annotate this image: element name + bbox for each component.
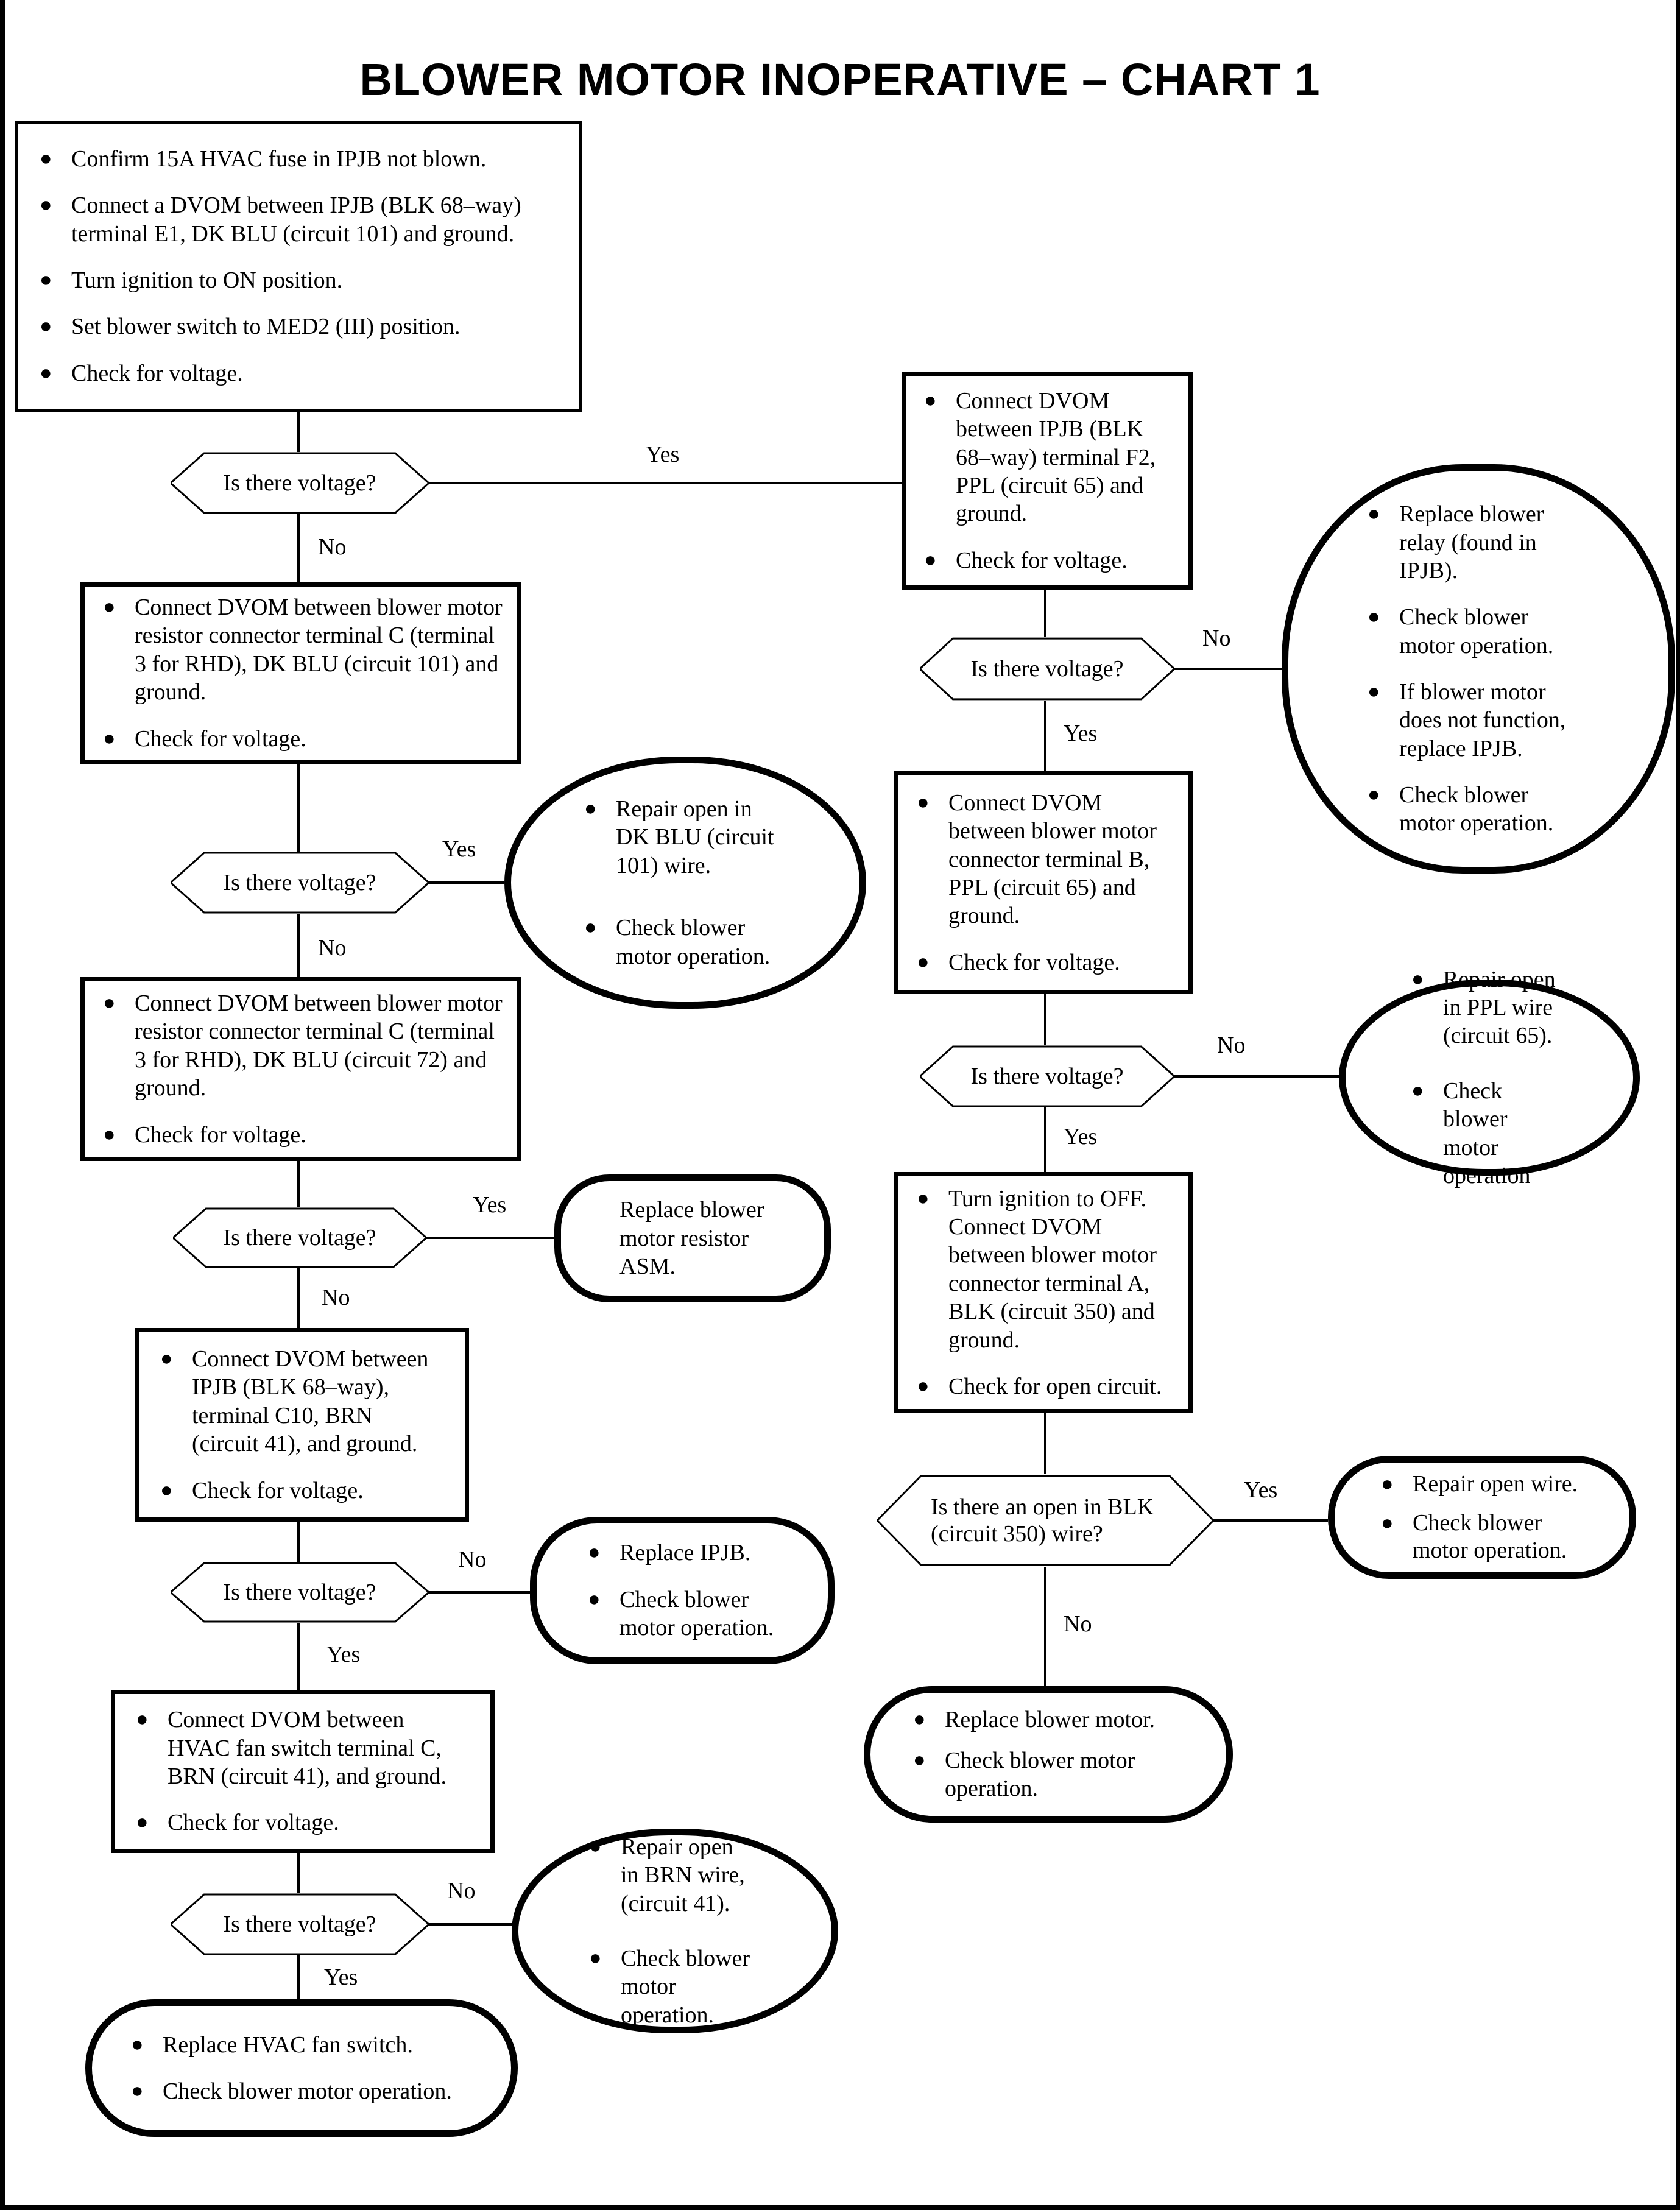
bullet-icon: ● xyxy=(924,548,937,571)
bullet-icon: ● xyxy=(40,194,52,217)
bullet-text: Repair open wire. xyxy=(1413,1471,1578,1497)
edge-label-d7-yes: Yes xyxy=(1064,1124,1098,1149)
bullet-text: Connect DVOM between IPJB (BLK 68–way), terminal C10, BRN (circuit 41), and ground. xyxy=(192,1346,429,1457)
bullet-text: Turn ignition to ON position. xyxy=(71,267,343,293)
edge-label-d8-no: No xyxy=(1064,1611,1092,1637)
bullet-text: Check for voltage. xyxy=(956,547,1128,573)
bullet-icon: ● xyxy=(913,1748,926,1771)
bullet-text: Connect DVOM between IPJB (BLK 68–way) terminal F2, PPL (circuit 65) and ground. xyxy=(956,387,1156,527)
bullet-icon: ● xyxy=(40,361,52,384)
connector-r3-d8 xyxy=(1044,1413,1046,1474)
decision-question: Is there voltage? xyxy=(223,870,376,895)
bullet-text: Check for open circuit. xyxy=(948,1373,1162,1399)
decision-voltage-6 xyxy=(920,637,1174,701)
connector-d5-no-brn xyxy=(429,1923,512,1926)
connector-d1-b xyxy=(297,514,300,582)
bullet-text: Replace HVAC fan switch. xyxy=(163,2032,413,2058)
bullet-text: If blower motor does not function, replace IPJB. xyxy=(1399,679,1566,761)
bullet-text: Confirm 15A HVAC fuse in IPJB not blown. xyxy=(71,146,487,172)
bullet-icon: ● xyxy=(131,2033,144,2056)
step-blower-terminal-b xyxy=(894,771,1193,994)
connector-d1-yes-r1 xyxy=(429,482,902,484)
edge-label-d5-yes: Yes xyxy=(324,1965,358,1990)
bullet-text: Repair open in PPL wire (circuit 65). xyxy=(1443,966,1556,1049)
decision-voltage-2 xyxy=(171,852,429,914)
decision-voltage-7 xyxy=(920,1045,1174,1107)
edge-label-d7-no: No xyxy=(1217,1033,1246,1058)
connector-d4-no-ipjb xyxy=(429,1591,530,1594)
bullet-text: Check blower motor operation. xyxy=(616,915,771,969)
bullet-text: Check blower motor operation. xyxy=(163,2078,452,2104)
connector-d8-motor xyxy=(1044,1567,1046,1686)
bullet-text: Repair open in DK BLU (circuit 101) wire. xyxy=(616,796,774,878)
bullet-text: Check for voltage. xyxy=(135,725,306,752)
bullet-icon: ● xyxy=(103,1123,116,1146)
decision-question: Is there voltage? xyxy=(223,470,376,496)
edge-label-d2-no: No xyxy=(318,935,347,961)
bullet-icon: ● xyxy=(1368,503,1380,526)
connector-d5-fan xyxy=(297,1955,300,1999)
bullet-icon: ● xyxy=(1411,967,1424,990)
bullet-icon: ● xyxy=(103,992,116,1015)
page-title: BLOWER MOTOR INOPERATIVE – CHART 1 xyxy=(359,54,1321,105)
connector-d3-yes-asm xyxy=(426,1237,554,1239)
action-replace-blower-relay xyxy=(1282,464,1675,874)
bullet-text: Check blower motor operation. xyxy=(1399,782,1554,836)
action-repair-open-wire xyxy=(1328,1456,1636,1579)
bullet-text: Turn ignition to OFF. Connect DVOM between blower motor connector terminal A, BLK (circuit 350) and ground. xyxy=(948,1185,1157,1353)
bullet-text: Repair open in BRN wire, (circuit 41). xyxy=(621,1834,745,1916)
edge-label-d1-yes: Yes xyxy=(646,442,680,467)
edge-label-d2-yes: Yes xyxy=(442,836,476,862)
decision-question: Is there an open in BLK (circuit 350) wire? xyxy=(931,1494,1154,1547)
decision-question: Is there voltage? xyxy=(223,1580,376,1605)
decision-voltage-1 xyxy=(171,452,429,514)
edge-label-d3-no: No xyxy=(322,1285,350,1310)
bullet-text: Check for voltage. xyxy=(71,360,243,386)
bullet-icon: ● xyxy=(1368,783,1380,807)
terminal-text: Replace blower motor resistor ASM. xyxy=(619,1197,764,1280)
bullet-icon: ● xyxy=(160,1478,173,1502)
edge-label-d6-yes: Yes xyxy=(1064,721,1098,746)
connector-e-d5 xyxy=(297,1853,300,1893)
decision-voltage-4 xyxy=(171,1562,429,1623)
edge-label-d5-no: No xyxy=(447,1878,476,1904)
step-resistor-circuit72 xyxy=(80,977,521,1161)
decision-question: Is there voltage? xyxy=(970,656,1124,682)
action-replace-resistor-asm xyxy=(554,1174,831,1302)
decision-question: Is there voltage? xyxy=(223,1912,376,1937)
decision-open-blk350 xyxy=(877,1474,1213,1567)
connector-d-d4 xyxy=(297,1522,300,1562)
bullet-icon: ● xyxy=(584,916,597,939)
step-ipjb-c10-brn xyxy=(135,1328,469,1522)
connector-d7-r3 xyxy=(1044,1107,1046,1172)
bullet-text: Connect a DVOM between IPJB (BLK 68–way) terminal E1, DK BLU (circuit 101) and ground. xyxy=(71,192,521,247)
bullet-icon: ● xyxy=(1368,680,1380,703)
bullet-text: Check for voltage. xyxy=(168,1810,339,1836)
connector-d3-d xyxy=(297,1268,300,1328)
scan-edge-left xyxy=(0,0,5,2210)
bullet-text: Check blower motor operation. xyxy=(1399,604,1554,658)
bullet-text: Check blower motor operation. xyxy=(619,1586,774,1641)
bullet-text: Check blower motor operation. xyxy=(945,1747,1135,1802)
step-hvac-fan-switch xyxy=(111,1690,495,1853)
connector-d7-no-ppl xyxy=(1174,1075,1339,1078)
bullet-icon: ● xyxy=(588,1541,601,1564)
edge-label-d4-yes: Yes xyxy=(326,1642,361,1667)
action-repair-ppl-wire xyxy=(1339,966,1640,1188)
bullet-icon: ● xyxy=(103,727,116,750)
bullet-icon: ● xyxy=(1411,1079,1424,1102)
bullet-icon: ● xyxy=(917,1187,930,1210)
bullet-text: Connect DVOM between blower motor connector terminal B, PPL (circuit 65) and ground. xyxy=(948,789,1157,929)
scan-edge-bottom xyxy=(0,2205,1680,2210)
edge-label-d1-no: No xyxy=(318,534,347,560)
action-repair-dkblu-wire xyxy=(504,757,866,1009)
decision-question: Is there voltage? xyxy=(970,1064,1124,1089)
action-replace-blower-motor xyxy=(864,1686,1233,1823)
connector-d4-e xyxy=(297,1623,300,1690)
bullet-text: Connect DVOM between blower motor resistor connector terminal C (terminal 3 for RHD), DK BLU (circuit 101) and ground. xyxy=(135,595,503,705)
bullet-text: Check blower motor operation xyxy=(1443,1078,1531,1188)
connector-r2-d7 xyxy=(1044,994,1046,1045)
bullet-icon: ● xyxy=(917,791,930,814)
edge-label-d8-yes: Yes xyxy=(1244,1477,1278,1503)
connector-b-d2 xyxy=(297,764,300,852)
connector-r1-d6 xyxy=(1044,590,1046,637)
bullet-icon: ● xyxy=(136,1811,149,1834)
connector-d6-r2 xyxy=(1044,701,1046,771)
bullet-text: Set blower switch to MED2 (III) position. xyxy=(71,314,461,340)
bullet-icon: ● xyxy=(588,1587,601,1611)
step-resistor-circuit101 xyxy=(80,582,521,764)
decision-voltage-5 xyxy=(171,1893,429,1955)
bullet-icon: ● xyxy=(40,147,52,170)
bullet-icon: ● xyxy=(917,1374,930,1397)
bullet-icon: ● xyxy=(917,950,930,973)
bullet-text: Check for voltage. xyxy=(192,1477,364,1503)
bullet-icon: ● xyxy=(103,596,116,619)
bullet-text: Replace blower relay (found in IPJB). xyxy=(1399,501,1544,584)
connector-d6-no-relay xyxy=(1174,668,1282,670)
bullet-icon: ● xyxy=(160,1347,173,1371)
bullet-icon: ● xyxy=(1381,1512,1394,1535)
bullet-icon: ● xyxy=(40,315,52,338)
bullet-icon: ● xyxy=(589,1835,602,1858)
connector-d2-c xyxy=(297,914,300,977)
bullet-text: Check for voltage. xyxy=(135,1121,306,1148)
bullet-icon: ● xyxy=(584,797,597,821)
bullet-icon: ● xyxy=(136,1708,149,1731)
decision-question: Is there voltage? xyxy=(223,1225,376,1251)
connector-d8-yes-wire xyxy=(1213,1519,1328,1522)
scan-edge-right xyxy=(1676,0,1680,2210)
action-replace-fan-switch xyxy=(85,1999,518,2137)
step-ignition-off-blk350 xyxy=(894,1172,1193,1413)
step-initial-checks xyxy=(15,121,582,412)
decision-voltage-3 xyxy=(173,1207,426,1268)
bullet-icon: ● xyxy=(924,389,937,412)
connector-c-d3 xyxy=(297,1161,300,1207)
bullet-icon: ● xyxy=(589,1947,602,1969)
bullet-icon: ● xyxy=(1368,605,1380,629)
bullet-text: Connect DVOM between HVAC fan switch terminal C, BRN (circuit 41), and ground. xyxy=(168,1707,447,1789)
bullet-text: Connect DVOM between blower motor resistor connector terminal C (terminal 3 for RHD), DK BLU (circuit 72) and ground. xyxy=(135,990,503,1101)
bullet-icon: ● xyxy=(1381,1473,1394,1496)
action-repair-brn-wire xyxy=(512,1829,838,2033)
bullet-icon: ● xyxy=(131,2080,144,2102)
bullet-icon: ● xyxy=(913,1708,926,1731)
bullet-text: Check blower motor operation. xyxy=(621,1946,750,2028)
bullet-text: Replace IPJB. xyxy=(619,1540,751,1566)
step-ipjb-f2-ppl xyxy=(902,372,1193,590)
bullet-text: Check blower motor operation. xyxy=(1413,1510,1567,1564)
edge-label-d3-yes: Yes xyxy=(473,1192,507,1218)
edge-label-d4-no: No xyxy=(458,1547,487,1572)
action-replace-ipjb xyxy=(530,1517,835,1664)
connector-d2-yes-dkblu xyxy=(429,881,504,884)
bullet-icon: ● xyxy=(40,269,52,291)
bullet-text: Replace blower motor. xyxy=(945,1707,1156,1733)
bullet-text: Check for voltage. xyxy=(948,949,1120,975)
connector-a-d1 xyxy=(297,412,300,452)
edge-label-d6-no: No xyxy=(1202,626,1231,651)
